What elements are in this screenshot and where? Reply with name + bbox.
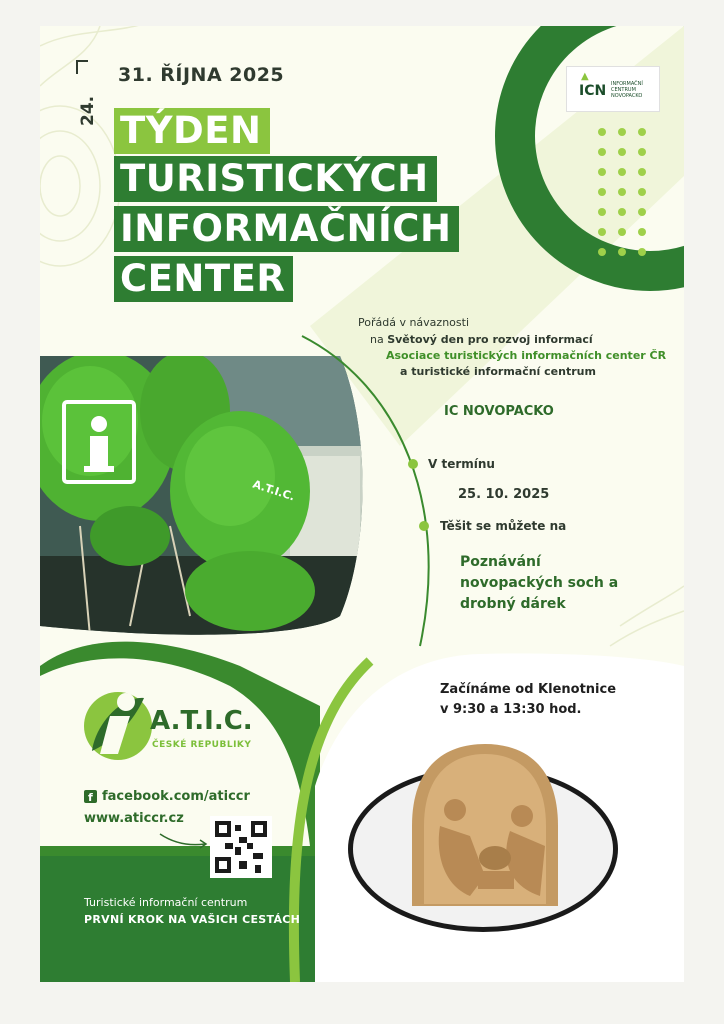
organiser-line-2-bold: Světový den pro rozvoj informací <box>387 333 593 346</box>
icn-abbr: ICN <box>579 83 607 99</box>
start-line-1: Začínáme od Klenotnice <box>440 682 617 697</box>
footer-line-2: PRVNÍ KROK NA VAŠICH CESTÁCH <box>84 913 301 926</box>
icn-text: INFORMAČNÍ CENTRUM NOVOPACKO <box>611 81 643 99</box>
poster <box>40 26 684 982</box>
term-label: V termínu <box>428 457 495 471</box>
atic-sub: ČESKÉ REPUBLIKY <box>152 740 252 750</box>
programme <box>460 552 618 615</box>
title-line-3: INFORMAČNÍCH <box>114 206 459 252</box>
organiser-line-4: a turistické informační centrum <box>400 365 596 378</box>
title-line-2: TURISTICKÝCH <box>114 156 437 202</box>
date-bracket <box>76 60 78 74</box>
icn-tree-icon: ▲ <box>581 71 589 82</box>
qr-code <box>210 816 272 878</box>
title-line-4: CENTER <box>114 256 293 302</box>
balloon-atic-text: A.T.I.C. <box>251 477 297 504</box>
atic-name: A.T.I.C. <box>150 706 253 736</box>
programme-line-2: novopackých soch a <box>460 575 619 591</box>
start-line-2: v 9:30 a 13:30 hod. <box>440 702 582 717</box>
date-end: 31. ŘÍJNA 2025 <box>118 64 285 86</box>
atic-logo-symbol <box>84 692 152 760</box>
organiser-line-2-prefix: na <box>370 333 384 346</box>
bullet-1 <box>408 459 418 469</box>
title-line-1: TÝDEN <box>114 108 270 154</box>
look-forward-label: Těšit se můžete na <box>440 519 567 533</box>
start-info <box>440 680 616 720</box>
programme-line-3: drobný dárek <box>460 596 566 612</box>
term-date: 25. 10. 2025 <box>458 487 550 502</box>
organiser-line-3: Asociace turistických informačních center ČR <box>386 349 667 362</box>
programme-line-1: Poznávání <box>460 554 541 570</box>
organiser-line-1: Pořádá v návaznosti <box>358 316 469 329</box>
footer-line-1: Turistické informační centrum <box>84 896 248 909</box>
svg-text:f: f <box>88 791 93 804</box>
date-bracket-top <box>76 60 88 62</box>
ic-novopacko: IC NOVOPACKO <box>444 404 554 419</box>
facebook-link[interactable]: facebook.com/aticcr <box>102 789 250 804</box>
date-start: 24. <box>78 95 98 126</box>
web-link[interactable]: www.aticcr.cz <box>84 811 184 826</box>
icn-logo <box>566 66 660 112</box>
balloons-photo <box>40 351 370 646</box>
bullet-2 <box>419 521 429 531</box>
organiser-line-2 <box>370 333 593 346</box>
